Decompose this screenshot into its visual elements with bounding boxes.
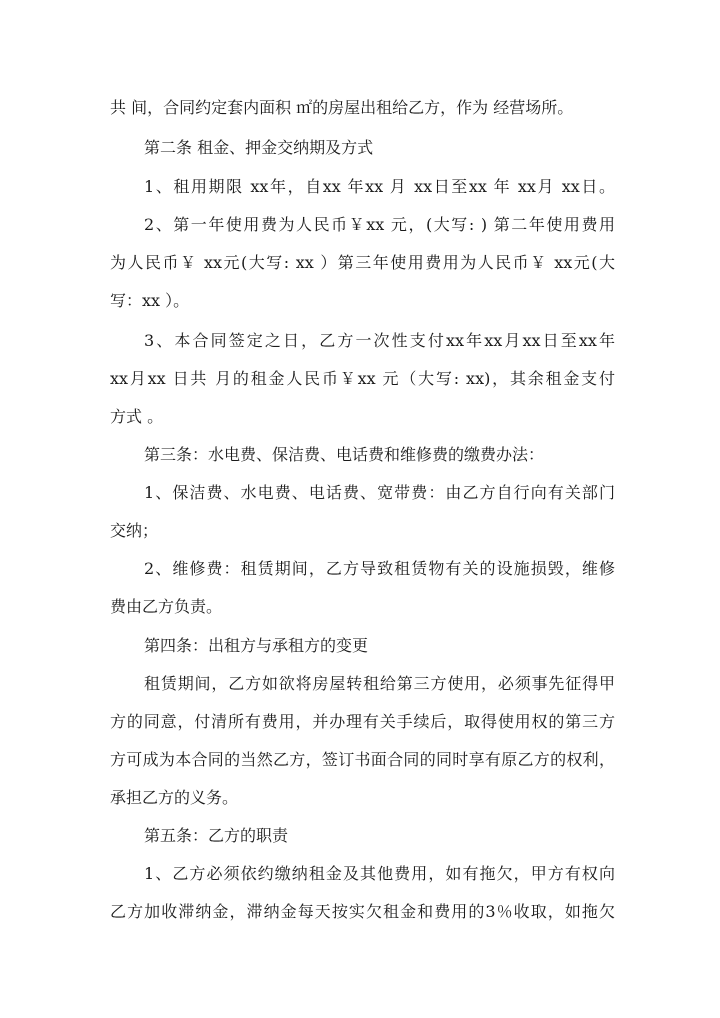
section-heading: 第二条 租金、押金交纳期及方式 (144, 138, 374, 157)
text-line: 方的同意，付清所有费用，并办理有关手续后，取得使用权的第三方 (110, 712, 615, 731)
text-line: 3、本合同签定之日，乙方一次性支付xx年xx月xx日至xx年 (144, 331, 615, 350)
text-line: 1、保洁费、水电费、电话费、宽带费：由乙方自行向有关部门 (144, 483, 615, 502)
text-line: 共 间，合同约定套内面积 ㎡的房屋出租给乙方，作为 经营场所。 (110, 98, 574, 117)
text-line: 写：xx ）。 (110, 291, 190, 310)
text-line: 2、第一年使用费为人民币￥xx 元，(大写: ) 第二年使用费用 (144, 215, 615, 234)
section-heading: 第五条：乙方的职责 (144, 826, 289, 845)
text-line: 1、租用期限 xx年，自xx 年xx 月 xx日至xx 年 xx月 xx日。 (144, 177, 615, 196)
text-line: xx月xx 日共 月的租金人民币￥xx 元（大写: xx)，其余租金支付 (110, 369, 615, 388)
section-heading: 第四条：出租方与承租方的变更 (144, 636, 369, 655)
text-line: 租赁期间，乙方如欲将房屋转租给第三方使用，必须事先征得甲 (144, 674, 615, 693)
text-line: 承担乙方的义务。 (110, 788, 239, 807)
section-heading: 第三条：水电费、保洁费、电话费和维修费的缴费办法： (144, 445, 545, 464)
text-line: 方可成为本合同的当然乙方，签订书面合同的同时享有原乙方的权利， (110, 750, 615, 769)
text-line: 费由乙方负责。 (110, 597, 223, 616)
text-line: 乙方加收滞纳金，滞纳金每天按实欠租金和费用的3％收取，如拖欠 (110, 902, 615, 921)
text-line: 1、乙方必须依约缴纳租金及其他费用，如有拖欠，甲方有权向 (144, 864, 615, 883)
text-line: 为人民币￥ xx元(大写: xx ）第三年使用费用为人民币￥ xx元(大 (110, 253, 615, 272)
text-line: 方式 。 (110, 407, 164, 426)
text-line: 2、维修费：租赁期间，乙方导致租赁物有关的设施损毁，维修 (144, 559, 615, 578)
text-line: 交纳； (110, 521, 159, 540)
